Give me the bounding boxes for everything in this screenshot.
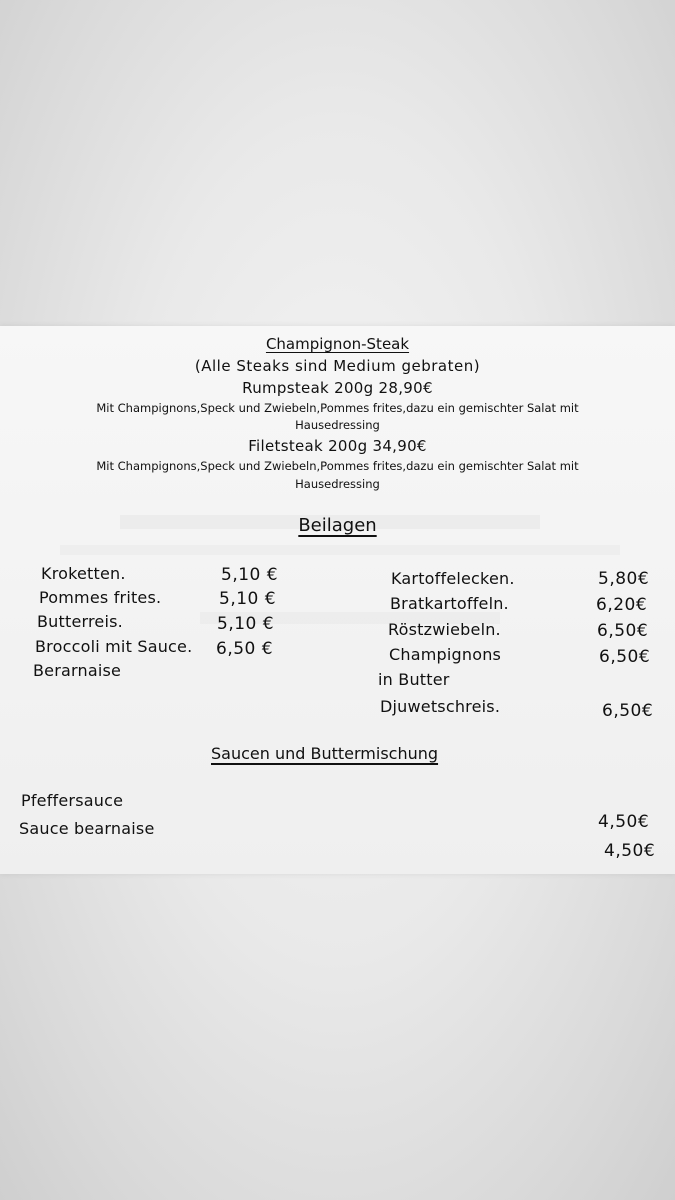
saucen-title: Saucen und Buttermischung [211,744,439,763]
side-item-name: Röstzwiebeln. [388,620,501,639]
side-item-name: in Butter [378,670,450,689]
sauce-item-name: Pfeffersauce [21,791,124,810]
side-item-name: Butterreis. [37,612,123,631]
side-item-name: Djuwetschreis. [380,697,501,716]
side-item-price: 5,80€ [598,569,650,589]
side-item-name: Kartoffelecken. [391,569,515,588]
side-item-price: 6,50€ [597,621,649,641]
side-item-price: 5,10 € [221,565,279,585]
side-item-price: 6,50€ [599,647,651,667]
side-item-price: 6,50€ [602,701,654,721]
dish-description: Mit Champignons,Speck und Zwiebeln,Pommes frites,dazu ein gemischter Salat mit [96,459,579,473]
side-item-name: Kroketten. [41,564,126,583]
side-item-price: 5,10 € [217,614,275,634]
dish-description: Hausedressing [295,418,380,432]
sauce-item-price: 4,50€ [604,841,656,861]
steak-title: Champignon-Steak [265,335,410,353]
dish-name: Filetsteak 200g 34,90€ [248,437,427,455]
side-item-price: 6,20€ [596,595,648,615]
side-item-name: Broccoli mit Sauce. [35,637,193,656]
side-item-name: Bratkartoffeln. [390,594,509,613]
side-item-name: Pommes frites. [39,588,162,607]
side-item-name: Champignons [389,645,502,664]
dish-description: Hausedressing [295,477,380,491]
side-item-name: Berarnaise [33,661,122,680]
dish-description: Mit Champignons,Speck und Zwiebeln,Pommes frites,dazu ein gemischter Salat mit [96,401,579,415]
sauce-item-price: 4,50€ [598,812,650,832]
bleed-through-shadow [60,545,620,555]
dish-name: Rumpsteak 200g 28,90€ [242,379,433,397]
side-item-price: 5,10 € [219,589,277,609]
side-item-price: 6,50 € [216,639,274,659]
sauce-item-name: Sauce bearnaise [19,819,155,838]
steak-note: (Alle Steaks sind Medium gebraten) [194,357,481,375]
beilagen-title: Beilagen [298,515,377,536]
